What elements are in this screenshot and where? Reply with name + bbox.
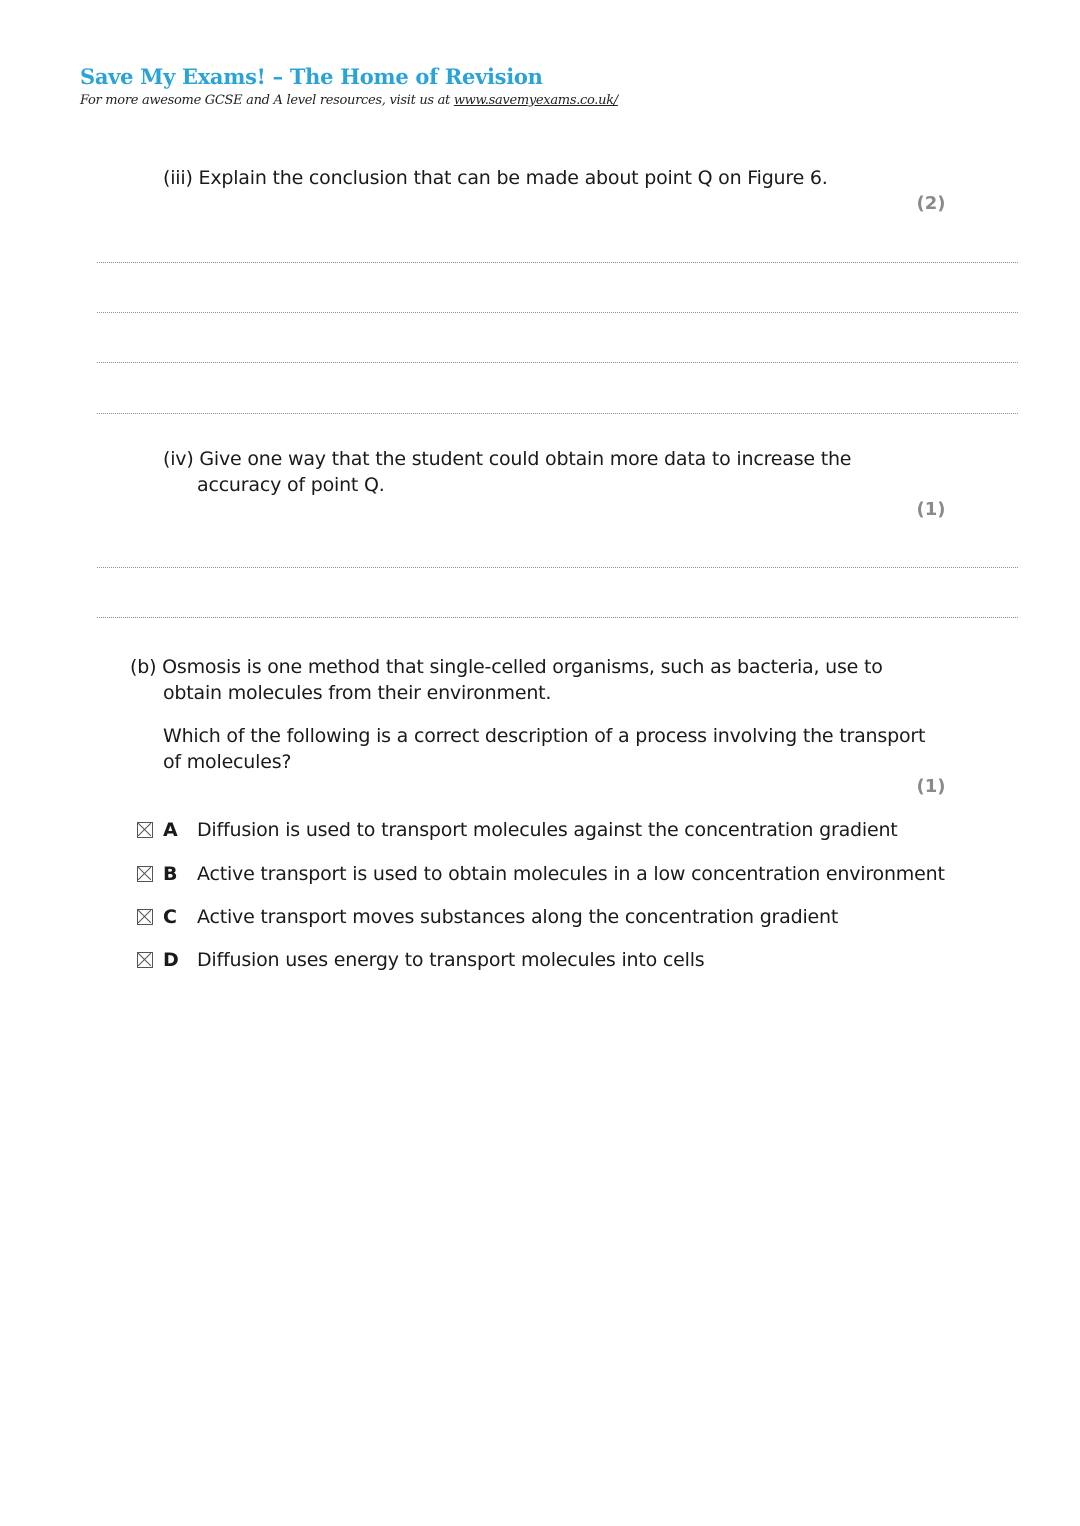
question-b-text-2: obtain molecules from their environment.: [163, 682, 552, 704]
question-iii: [163, 165, 828, 191]
option-letter: B: [163, 863, 178, 885]
option-letter: A: [163, 819, 178, 841]
option-text: Active transport is used to obtain molecules in a low concentration environment: [197, 863, 945, 885]
subtitle-text: For more awesome GCSE and A level resources, visit us at: [80, 93, 454, 108]
question-b: [130, 654, 883, 680]
question-b-prompt-1: Which of the following is a correct description of a process involving the transport: [163, 725, 926, 747]
option-c[interactable]: [137, 904, 838, 930]
marks-b: (1): [916, 776, 946, 797]
cross-icon: [138, 867, 151, 880]
answer-line[interactable]: [97, 312, 1018, 313]
checkbox-c[interactable]: [137, 909, 153, 925]
cross-icon: [138, 823, 151, 836]
checkbox-a[interactable]: [137, 822, 153, 838]
website-link[interactable]: www.savemyexams.co.uk/: [453, 93, 618, 108]
option-letter: C: [163, 906, 177, 928]
cross-icon: [138, 953, 151, 966]
question-iii-text: Explain the conclusion that can be made about point Q on Figure 6.: [198, 167, 828, 189]
option-text: Diffusion is used to transport molecules against the concentration gradient: [197, 819, 898, 841]
question-b-label: (b): [130, 656, 157, 678]
marks-iii: (2): [916, 193, 946, 214]
question-iii-label: (iii): [163, 167, 193, 189]
answer-line[interactable]: [97, 567, 1018, 568]
brand-title: Save My Exams! – The Home of Revision: [80, 64, 543, 89]
option-text: Diffusion uses energy to transport molecules into cells: [197, 949, 705, 971]
question-iv-text-2: accuracy of point Q.: [197, 474, 385, 496]
option-a[interactable]: [137, 817, 898, 843]
option-b[interactable]: [137, 861, 945, 887]
answer-line[interactable]: [97, 617, 1018, 618]
marks-iv: (1): [916, 499, 946, 520]
question-b-text-1: Osmosis is one method that single-celled organisms, such as bacteria, use to: [162, 656, 883, 678]
brand-subtitle: [80, 93, 618, 108]
option-text: Active transport moves substances along the concentration gradient: [197, 906, 839, 928]
question-b-prompt-2: of molecules?: [163, 751, 292, 773]
question-iv-label: (iv): [163, 448, 194, 470]
question-iv-text-1: Give one way that the student could obtain more data to increase the: [199, 448, 852, 470]
answer-line[interactable]: [97, 362, 1018, 363]
checkbox-d[interactable]: [137, 952, 153, 968]
answer-line[interactable]: [97, 413, 1018, 414]
answer-line[interactable]: [97, 262, 1018, 263]
question-iv: [163, 446, 851, 472]
checkbox-b[interactable]: [137, 866, 153, 882]
cross-icon: [138, 910, 151, 923]
option-d[interactable]: [137, 947, 705, 973]
option-letter: D: [163, 949, 179, 971]
